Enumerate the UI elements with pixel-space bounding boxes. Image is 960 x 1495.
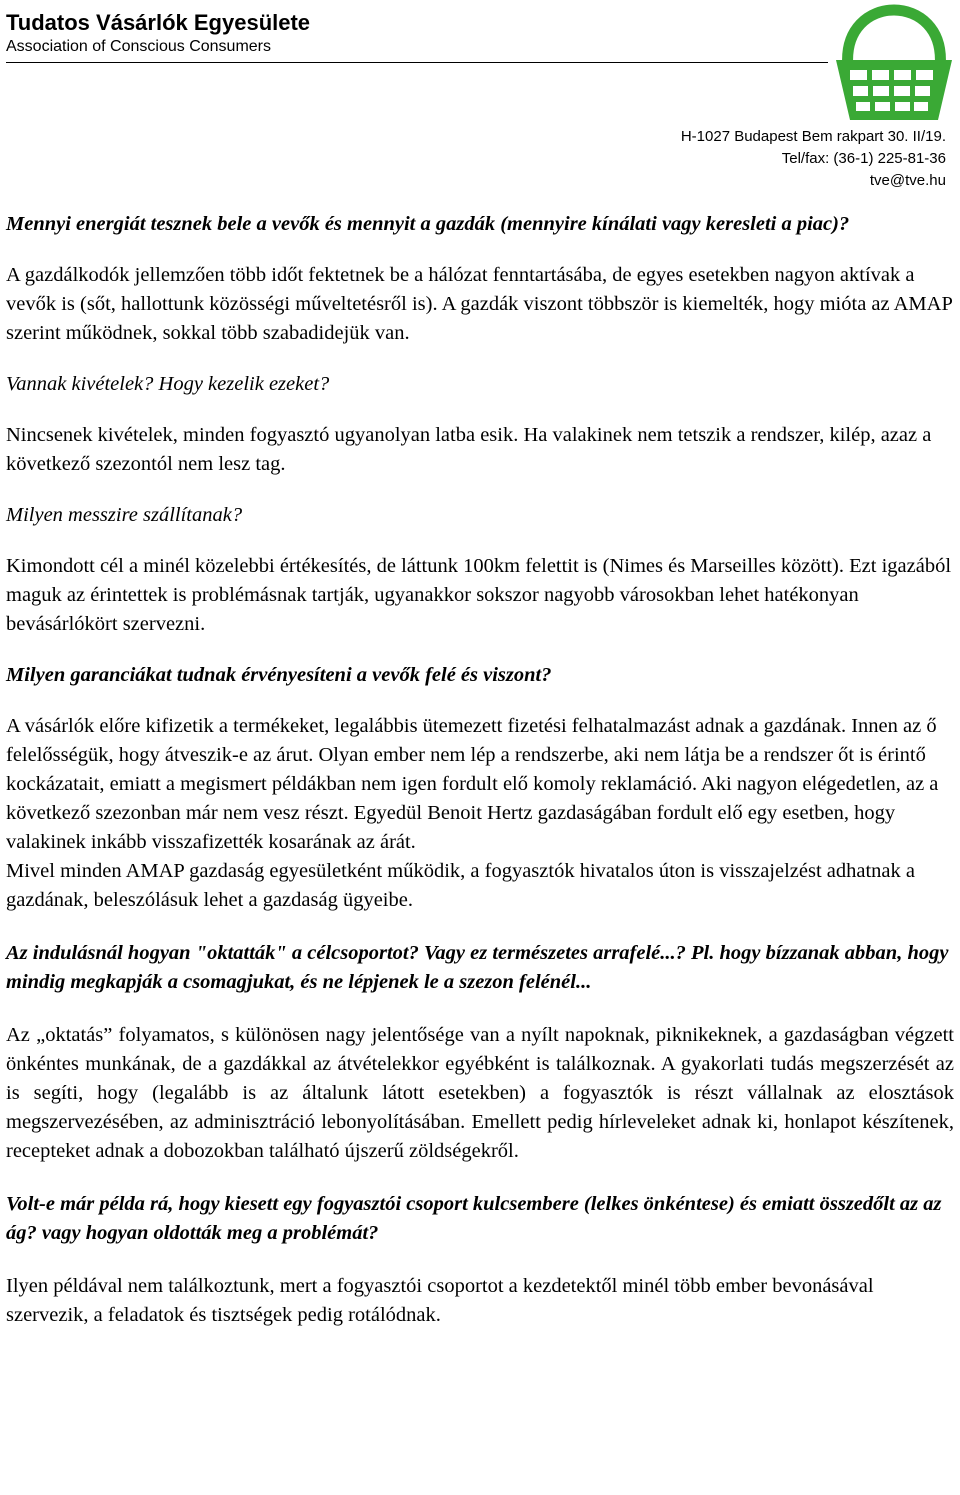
org-header: [6, 9, 310, 57]
answer-guarantees: A vásárlók előre kifizetik a termékeket, legalábbis ütemezett fizetési felhatalmazást adnak a gazdának. Innen az ő felelősségük, hogy átveszik-e az árut. Olyan ember nem lép a rendszerbe, aki nem látja be a rendszer őt is érintő kockázatait, emiatt a megismert példákban nem igen fordult elő komoly reklamáció. Aki nagyon elégedetlen, az a következő szezonban már nem vesz részt. Egyedül Benoit Hertz gazdaságában fordult elő egy esetben, hogy valakinek inkább visszafizették kosarának az árát.: [6, 715, 939, 853]
telfax-line: Tel/fax: (36-1) 225-81-36: [781, 150, 946, 167]
question-education: Az indulásnál hogyan "oktatták" a célcsoportot? Vagy ez természetes arrafelé...? Pl. hogy bízzanak abban, hogy mindig megkapják a csomagjukat, és ne lépjenek le a szezon felénél...: [6, 942, 949, 993]
answer-distance: Kimondott cél a minél közelebbi értékesítés, de láttunk 100km felettit is (Nimes és Marseilles között). Ezt igazából maguk az érintettek is problémásnak tartják, ugyanakkor sokszor nagyobb városokban lehet hatékonyan bevásárlókört szervezni.: [6, 555, 952, 635]
document-body: [6, 210, 954, 1330]
org-subtitle: Association of Conscious Consumers: [6, 38, 272, 55]
question-exceptions: Vannak kivételek? Hogy kezelik ezeket?: [6, 373, 330, 395]
basket-logo-icon: [830, 2, 958, 128]
answer-key-person: Ilyen példával nem találkoztunk, mert a fogyasztói csoportot a kezdetektől minél több ember bevonásával szervezik, a feladatok és tisztségek pedig rotálódnak.: [6, 1275, 874, 1326]
email-line: tve@tve.hu: [869, 172, 946, 189]
contact-block: [681, 126, 946, 192]
answer-energy: A gazdálkodók jellemzően több időt fektetnek be a hálózat fenntartásába, de egyes esetekben nagyon aktívak a vevők is (sőt, hallottunk közösségi műveltetésről is). A gazdák viszont többször is kiemelték, hogy mióta az AMAP szerint működnek, sokkal több szabadidejük van.: [6, 264, 953, 344]
header-divider: [6, 62, 828, 63]
answer-exceptions: Nincsenek kivételek, minden fogyasztó ugyanolyan latba esik. Ha valakinek nem tetszik a rendszer, kilép, azaz a következő szezontól nem lesz tag.: [6, 424, 932, 475]
org-name: Tudatos Vásárlók Egyesülete: [6, 10, 311, 35]
address-line: H-1027 Budapest Bem rakpart 30. II/19.: [680, 128, 946, 145]
question-key-person: Volt-e már példa rá, hogy kiesett egy fogyasztói csoport kulcsembere (lelkes önkéntese) és emiatt összedőlt az az ág? vagy hogyan oldották meg a problémát?: [6, 1193, 942, 1244]
question-energy: Mennyi energiát tesznek bele a vevők és mennyit a gazdák (mennyire kínálati vagy keresleti a piac)?: [6, 213, 850, 235]
answer-guarantees-cont: Mivel minden AMAP gazdaság egyesületként működik, a fogyasztók hivatalos úton is visszajelzést adhatnak a gazdának, beleszólásuk lehet a gazdaság ügyeibe.: [6, 860, 916, 911]
question-guarantees: Milyen garanciákat tudnak érvényesíteni a vevők felé és viszont?: [6, 664, 552, 686]
question-distance: Milyen messzire szállítanak?: [6, 504, 243, 526]
answer-education: Az „oktatás” folyamatos, s különösen nagy jelentősége van a nyílt napoknak, piknikeknek, a gazdaságban végzett önkéntes munkának, de a gazdákkal az átvételekkor egyébként is találkoznak. A gyakorlati tudás megszerzését az is segíti, hogy (legalább is az általunk látott esetekben) a fogyasztók is részt vállalnak az elosztások megszervezésében, az adminisztráció lebonyolításában. Emellett pedig hírleveleket adnak ki, honlapot készítenek, recepteket adnak a dobozokban található újszerű zöldségekről.: [6, 1024, 954, 1162]
